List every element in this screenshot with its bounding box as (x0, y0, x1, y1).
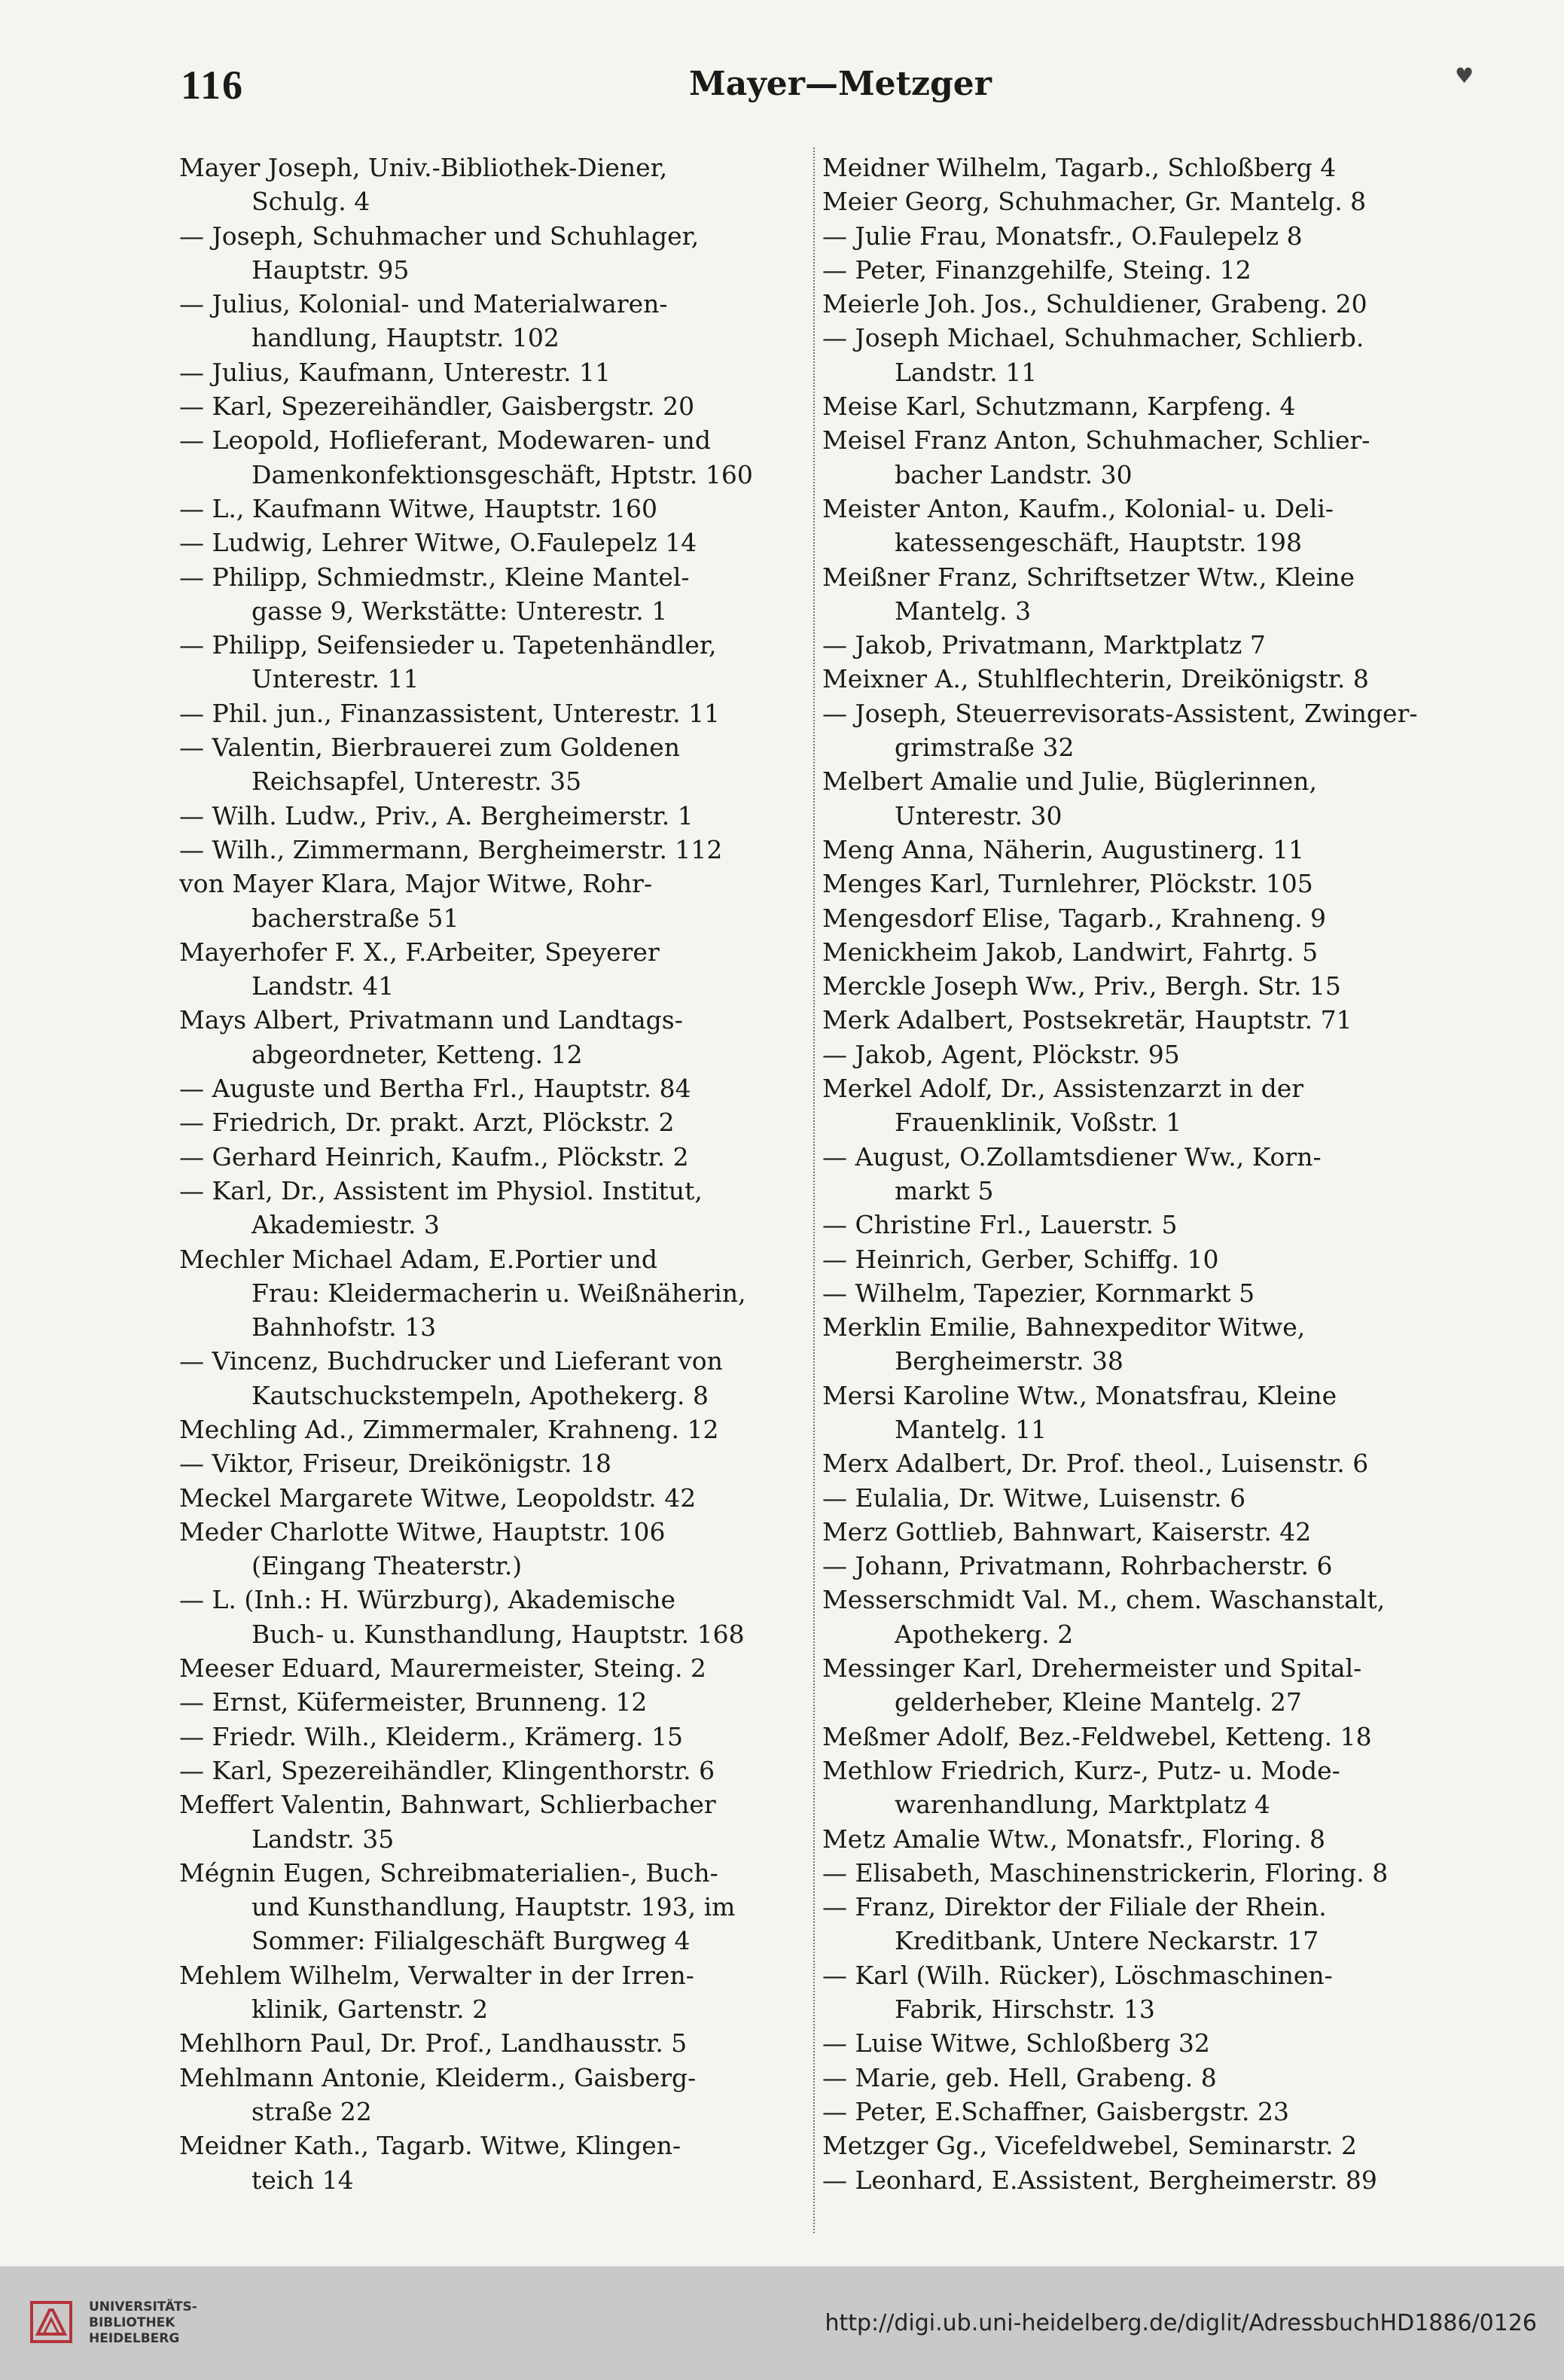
directory-entry-line: Meierle Joh. Jos., Schuldiener, Grabeng. 20 (822, 289, 1367, 319)
entry-continuation-line: Damenkonfektionsgeschäft, Hptstr. 160 (252, 459, 753, 489)
column-divider (813, 148, 815, 2233)
directory-entry-line: Meixner A., Stuhlflechterin, Dreikönigstr. 8 (822, 664, 1369, 694)
directory-entry-line: Merz Gottlieb, Bahnwart, Kaiserstr. 42 (822, 1516, 1312, 1547)
left-column (179, 151, 804, 2197)
entry-continuation-line: straße 22 (252, 2096, 372, 2126)
directory-entry-line: — August, O.Zollamtsdiener Ww., Korn- (822, 1141, 1322, 1172)
directory-entry-line: — Karl, Dr., Assistent im Physiol. Institut, (179, 1175, 703, 1205)
directory-entry-line: Methlow Friedrich, Kurz-, Putz- u. Mode- (822, 1755, 1340, 1785)
entry-continuation-line: Mantelg. 11 (895, 1414, 1047, 1444)
page-mark: ♥ (1455, 63, 1474, 88)
entry-continuation-line: Frauenklinik, Voßstr. 1 (895, 1108, 1182, 1138)
directory-entry-line: — Julius, Kolonial- und Materialwaren- (179, 289, 668, 319)
directory-entry-line: — Karl, Spezereihändler, Klingenthorstr. 6 (179, 1755, 715, 1785)
library-name (89, 2299, 197, 2347)
entry-continuation-line: Reichsapfel, Unterestr. 35 (252, 766, 582, 797)
page-header (0, 62, 1564, 122)
directory-entry-line: — Franz, Direktor der Filiale der Rhein. (822, 1892, 1327, 1922)
directory-entry-line: — Julius, Kaufmann, Unterestr. 11 (179, 357, 611, 387)
directory-entry-line: Metz Amalie Wtw., Monatsfr., Floring. 8 (822, 1824, 1325, 1854)
directory-entry-line: — Heinrich, Gerber, Schiffg. 10 (822, 1244, 1219, 1274)
entry-continuation-line: Bahnhofstr. 13 (252, 1312, 437, 1342)
directory-entry-line: — Jakob, Privatmann, Marktplatz 7 (822, 630, 1266, 660)
directory-entry-line: Mehlhorn Paul, Dr. Prof., Landhausstr. 5 (179, 2028, 687, 2059)
directory-entry-line: — Philipp, Schmiedmstr., Kleine Mantel- (179, 562, 690, 592)
entry-continuation-line: (Eingang Theaterstr.) (252, 1551, 523, 1581)
directory-entry-line: — Julie Frau, Monatsfr., O.Faulepelz 8 (822, 221, 1303, 251)
directory-entry-line: — Karl, Spezereihändler, Gaisbergstr. 20 (179, 392, 695, 422)
directory-entry-line: Meise Karl, Schutzmann, Karpfeng. 4 (822, 392, 1296, 422)
entry-continuation-line: gelderheber, Kleine Mantelg. 27 (895, 1687, 1302, 1717)
directory-entry-line: — Joseph, Steuerrevisorats-Assistent, Zwinger- (822, 698, 1418, 728)
directory-entry-line: — L. (Inh.: H. Würzburg), Akademische (179, 1585, 675, 1615)
directory-entry-line: — Philipp, Seifensieder u. Tapetenhändler, (179, 630, 717, 660)
entry-continuation-line: Schulg. 4 (252, 187, 370, 217)
entry-continuation-line: Frau: Kleidermacherin u. Weißnäherin, (252, 1278, 746, 1308)
entry-continuation-line: Unterestr. 30 (895, 800, 1062, 830)
directory-entry-line: Mechling Ad., Zimmermaler, Krahneng. 12 (179, 1414, 719, 1444)
directory-entry-line: — Luise Witwe, Schloßberg 32 (822, 2028, 1210, 2059)
library-name-line: BIBLIOTHEK (89, 2315, 175, 2330)
entry-continuation-line: Bergheimerstr. 38 (895, 1346, 1123, 1376)
directory-entry-line: Mersi Karoline Wtw., Monatsfrau, Kleine (822, 1380, 1337, 1410)
entry-continuation-line: grimstraße 32 (895, 733, 1075, 763)
library-name-line: HEIDELBERG (89, 2331, 180, 2346)
entry-continuation-line: Unterestr. 11 (252, 664, 419, 694)
directory-entry-line: — Ludwig, Lehrer Witwe, O.Faulepelz 14 (179, 528, 697, 558)
directory-entry-line: — Marie, geb. Hell, Grabeng. 8 (822, 2062, 1217, 2092)
footer-bar (0, 2266, 1564, 2380)
entry-continuation-line: handlung, Hauptstr. 102 (252, 323, 559, 353)
directory-entry-line: — Wilh., Zimmermann, Bergheimerstr. 112 (179, 834, 723, 864)
directory-entry-line: Mehlem Wilhelm, Verwalter in der Irren- (179, 1960, 694, 1990)
entry-continuation-line: klinik, Gartenstr. 2 (252, 1995, 489, 2025)
directory-entry-line: — Eulalia, Dr. Witwe, Luisenstr. 6 (822, 1483, 1246, 1513)
directory-entry-line: Merckle Joseph Ww., Priv., Bergh. Str. 15 (822, 971, 1341, 1001)
directory-entry-line: Meffert Valentin, Bahnwart, Schlierbacher (179, 1790, 716, 1820)
directory-entry-line: Menickheim Jakob, Landwirt, Fahrtg. 5 (822, 937, 1319, 967)
entry-continuation-line: gasse 9, Werkstätte: Unterestr. 1 (252, 596, 668, 626)
directory-entry-line: — Joseph, Schuhmacher und Schuhlager, (179, 221, 700, 251)
directory-entry-line: — Peter, Finanzgehilfe, Steing. 12 (822, 254, 1252, 285)
directory-entry-line: Meeser Eduard, Maurermeister, Steing. 2 (179, 1653, 706, 1684)
directory-entry-line: — Karl (Wilh. Rücker), Löschmaschinen- (822, 1960, 1333, 1990)
directory-entry-line: Menges Karl, Turnlehrer, Plöckstr. 105 (822, 869, 1313, 899)
library-logo-icon (30, 2301, 72, 2343)
entry-continuation-line: Akademiestr. 3 (252, 1210, 440, 1240)
entry-continuation-line: markt 5 (895, 1175, 994, 1205)
directory-entry-line: Meng Anna, Näherin, Augustinerg. 11 (822, 834, 1304, 864)
directory-entry-line: — Elisabeth, Maschinenstrickerin, Floring. 8 (822, 1857, 1389, 1888)
entry-continuation-line: Buch- u. Kunsthandlung, Hauptstr. 168 (252, 1619, 745, 1649)
entry-continuation-line: Landstr. 41 (252, 971, 395, 1001)
directory-entry-line: — Vincenz, Buchdrucker und Lieferant von (179, 1346, 723, 1376)
directory-entry-line: — Phil. jun., Finanzassistent, Unterestr. 11 (179, 698, 721, 728)
directory-entry-line: — L., Kaufmann Witwe, Hauptstr. 160 (179, 493, 657, 523)
directory-entry-line: Merklin Emilie, Bahnexpeditor Witwe, (822, 1312, 1306, 1342)
entry-continuation-line: abgeordneter, Ketteng. 12 (252, 1039, 583, 1069)
directory-entry-line: — Leopold, Hoflieferant, Modewaren- und (179, 425, 711, 456)
running-head: Mayer—Metzger (689, 65, 992, 103)
directory-entry-line: — Christine Frl., Lauerstr. 5 (822, 1210, 1178, 1240)
directory-entry-line: Meier Georg, Schuhmacher, Gr. Mantelg. 8 (822, 187, 1367, 217)
directory-entry-line: Meder Charlotte Witwe, Hauptstr. 106 (179, 1516, 666, 1547)
entry-continuation-line: Landstr. 11 (895, 357, 1038, 387)
directory-entry-line: — Friedr. Wilh., Kleiderm., Krämerg. 15 (179, 1721, 683, 1751)
directory-entry-line: — Jakob, Agent, Plöckstr. 95 (822, 1039, 1180, 1069)
directory-entry-line: von Mayer Klara, Major Witwe, Rohr- (179, 869, 653, 899)
directory-entry-line: Merx Adalbert, Dr. Prof. theol., Luisenstr. 6 (822, 1449, 1369, 1479)
entry-continuation-line: katessengeschäft, Hauptstr. 198 (895, 528, 1302, 558)
directory-entry-line: Mayerhofer F. X., F.Arbeiter, Speyerer (179, 937, 660, 967)
directory-entry-line: Melbert Amalie und Julie, Büglerinnen, (822, 766, 1318, 797)
directory-entry-line: — Joseph Michael, Schuhmacher, Schlierb. (822, 323, 1364, 353)
directory-entry-line: — Gerhard Heinrich, Kaufm., Plöckstr. 2 (179, 1141, 689, 1172)
directory-entry-line: Mengesdorf Elise, Tagarb., Krahneng. 9 (822, 903, 1327, 933)
directory-entry-line: — Peter, E.Schaffner, Gaisbergstr. 23 (822, 2096, 1290, 2126)
entry-continuation-line: bacherstraße 51 (252, 903, 459, 933)
directory-entry-line: Metzger Gg., Vicefeldwebel, Seminarstr. 2 (822, 2131, 1358, 2161)
entry-continuation-line: teich 14 (252, 2165, 354, 2195)
directory-entry-line: Meßmer Adolf, Bez.-Feldwebel, Ketteng. 18 (822, 1721, 1372, 1751)
entry-continuation-line: Fabrik, Hirschstr. 13 (895, 1995, 1155, 2025)
directory-entry-line: — Leonhard, E.Assistent, Bergheimerstr. 89 (822, 2165, 1377, 2195)
directory-entry-line: — Friedrich, Dr. prakt. Arzt, Plöckstr. 2 (179, 1108, 675, 1138)
directory-entry-line: Meißner Franz, Schriftsetzer Wtw., Kleine (822, 562, 1355, 592)
source-url[interactable]: http://digi.ub.uni-heidelberg.de/diglit/AdressbuchHD1886/0126 (825, 2310, 1537, 2336)
page-number: 116 (181, 62, 245, 108)
directory-entry-line: Mayer Joseph, Univ.-Bibliothek-Diener, (179, 153, 668, 182)
directory-entry-line: Mehlmann Antonie, Kleiderm., Gaisberg- (179, 2062, 697, 2092)
directory-entry-line: — Viktor, Friseur, Dreikönigstr. 18 (179, 1449, 612, 1479)
entry-continuation-line: Kautschuckstempeln, Apothekerg. 8 (252, 1380, 709, 1410)
entry-continuation-line: Mantelg. 3 (895, 596, 1032, 626)
directory-entry-line: — Valentin, Bierbrauerei zum Goldenen (179, 733, 681, 763)
library-name-line: UNIVERSITÄTS- (89, 2299, 197, 2314)
directory-entry-line: Meisel Franz Anton, Schuhmacher, Schlier- (822, 425, 1370, 456)
directory-entry-line: Meidner Wilhelm, Tagarb., Schloßberg 4 (822, 153, 1337, 182)
entry-continuation-line: und Kunsthandlung, Hauptstr. 193, im (252, 1892, 736, 1922)
entry-continuation-line: Sommer: Filialgeschäft Burgweg 4 (252, 1926, 691, 1956)
directory-entry-line: Mays Albert, Privatmann und Landtags- (179, 1005, 683, 1035)
entry-continuation-line: bacher Landstr. 30 (895, 459, 1133, 489)
right-column (822, 151, 1425, 2197)
directory-entry-line: Meckel Margarete Witwe, Leopoldstr. 42 (179, 1483, 697, 1513)
directory-entry-line: Messerschmidt Val. M., chem. Waschanstalt, (822, 1585, 1386, 1615)
directory-entry-line: — Johann, Privatmann, Rohrbacherstr. 6 (822, 1551, 1333, 1581)
directory-entry-line: — Ernst, Küfermeister, Brunneng. 12 (179, 1687, 648, 1717)
directory-entry-line: — Auguste und Bertha Frl., Hauptstr. 84 (179, 1074, 691, 1104)
directory-entry-line: — Wilh. Ludw., Priv., A. Bergheimerstr. 1 (179, 800, 694, 830)
directory-entry-line: — Wilhelm, Tapezier, Kornmarkt 5 (822, 1278, 1255, 1308)
directory-entry-line: Merk Adalbert, Postsekretär, Hauptstr. 71 (822, 1005, 1352, 1035)
directory-entry-line: Merkel Adolf, Dr., Assistenzarzt in der (822, 1074, 1304, 1104)
directory-entry-line: Mégnin Eugen, Schreibmaterialien-, Buch- (179, 1857, 718, 1888)
entry-continuation-line: Hauptstr. 95 (252, 254, 410, 285)
directory-entry-line: Meidner Kath., Tagarb. Witwe, Klingen- (179, 2131, 681, 2161)
entry-continuation-line: Apothekerg. 2 (895, 1619, 1074, 1649)
entry-continuation-line: warenhandlung, Marktplatz 4 (895, 1790, 1270, 1820)
entry-continuation-line: Kreditbank, Untere Neckarstr. 17 (895, 1926, 1319, 1956)
entry-continuation-line: Landstr. 35 (252, 1824, 395, 1854)
directory-entry-line: Meister Anton, Kaufm., Kolonial- u. Deli- (822, 493, 1334, 523)
directory-entry-line: Messinger Karl, Drehermeister und Spital- (822, 1653, 1362, 1684)
directory-entry-line: Mechler Michael Adam, E.Portier und (179, 1244, 657, 1274)
